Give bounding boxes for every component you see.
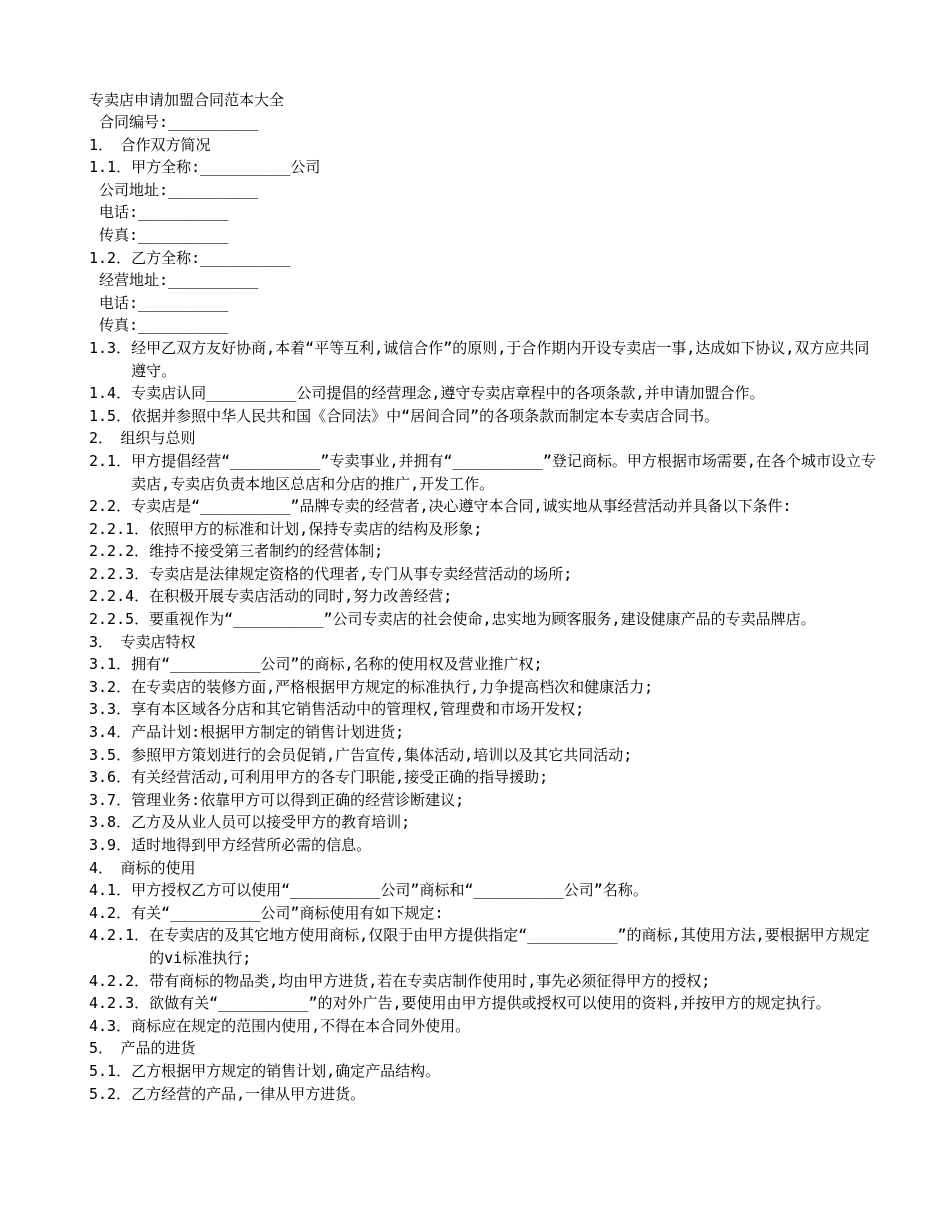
clause-number: 3.5． [89, 745, 132, 764]
clause-text: 乙方根据甲方规定的销售计划,确定产品结构。 [131, 1061, 441, 1080]
clause-number: 4.2.2． [89, 971, 150, 990]
contract-clause [89, 766, 879, 789]
contract-clause [89, 1037, 879, 1060]
contract-clause [89, 156, 879, 179]
contract-clause [89, 970, 879, 993]
clause-number: 2.2.1． [89, 519, 150, 538]
clause-number: 2.1． [89, 451, 132, 470]
clause-number: 1.2． [89, 248, 132, 267]
clause-text: 欲做有关“__________”的对外广告,要使用由甲方提供或授权可以使用的资料,并按甲方的规定执行。 [149, 994, 831, 1013]
clause-number: 3.4． [89, 723, 132, 742]
contract-clause [89, 269, 879, 292]
clause-number: 1.4． [89, 384, 132, 403]
contract-clause [89, 405, 879, 428]
contract-document [89, 89, 879, 1105]
clause-number: 2.2.4． [89, 587, 150, 606]
contract-clause [89, 1060, 879, 1083]
clause-text: 乙方及从业人员可以接受甲方的教育培训; [131, 813, 411, 832]
contract-clause [89, 450, 879, 495]
contract-clause [89, 1015, 879, 1038]
contract-clause [89, 224, 879, 247]
clause-text: 维持不接受第三者制约的经营体制; [149, 542, 384, 561]
field-line: 电话:__________ [99, 203, 229, 222]
clause-number: 2.2.2． [89, 542, 150, 561]
field-line: 公司地址:__________ [99, 180, 259, 199]
clause-text: 要重视作为“__________”公司专卖店的社会使命,忠实地为顾客服务,建设健康产品的专卖品牌店。 [149, 610, 816, 629]
clause-text: 甲方授权乙方可以使用“__________公司”商标和“__________公司”名称。 [131, 881, 648, 900]
clause-number: 3.3． [89, 700, 132, 719]
contract-clause [89, 247, 879, 270]
clause-text: 在专卖店的及其它地方使用商标,仅限于由甲方提供指定“__________”的商标,其使用方法,要根据甲方规定的vi标准执行; [149, 926, 870, 967]
contract-clause [89, 744, 879, 767]
clause-text: 商标应在规定的范围内使用,不得在本合同外使用。 [131, 1016, 471, 1035]
clause-text: 专卖店认同__________公司提倡的经营理念,遵守专卖店章程中的各项条款,并申请加盟合作。 [131, 384, 765, 403]
clause-number: 3.7． [89, 790, 132, 809]
document-title: 专卖店申请加盟合同范本大全 [89, 91, 285, 109]
contract-clause [89, 857, 879, 880]
clause-text: 乙方经营的产品,一律从甲方进货。 [131, 1084, 366, 1103]
clause-text: 乙方全称:__________ [131, 248, 291, 267]
contract-clause [89, 811, 879, 834]
contract-clause [89, 314, 879, 337]
clause-number: 4.3． [89, 1016, 132, 1035]
clause-number: 4.2.1． [89, 926, 150, 945]
clause-text: 产品计划:根据甲方制定的销售计划进货; [131, 723, 405, 742]
contract-clause [89, 631, 879, 654]
field-line: 传真:__________ [99, 316, 229, 335]
contract-clause [89, 992, 879, 1015]
clause-number: 4.1． [89, 881, 132, 900]
clause-number: 4.2.3． [89, 994, 150, 1013]
clause-number: 3.9． [89, 836, 132, 854]
contract-clause [89, 111, 879, 134]
clause-number: 2.2.3． [89, 564, 150, 583]
contract-clause [89, 924, 879, 969]
clause-text: 在专卖店的装修方面,严格根据甲方规定的标准执行,力争提高档次和健康活力; [131, 677, 654, 696]
contract-clause [89, 789, 879, 812]
contract-clause [89, 179, 879, 202]
clause-text: 商标的使用 [120, 858, 196, 877]
clause-text: 组织与总则 [120, 429, 196, 448]
contract-clause [89, 721, 879, 744]
clause-text: 专卖店特权 [120, 632, 196, 651]
clause-text: 适时地得到甲方经营所必需的信息。 [131, 836, 372, 854]
contract-clause [89, 540, 879, 563]
clause-number: 1.1． [89, 158, 132, 177]
clause-number: 3.2． [89, 677, 132, 696]
clause-number: 5.2． [89, 1084, 132, 1103]
contract-clause [89, 292, 879, 315]
contract-clause [89, 518, 879, 541]
contract-clause [89, 585, 879, 608]
clause-number: 5． [89, 1039, 121, 1058]
clause-number: 3． [89, 632, 121, 651]
clause-text: 拥有“__________公司”的商标,名称的使用权及营业推广权; [131, 655, 543, 674]
clause-text: 专卖店是“__________”品牌专卖的经营者,决心遵守本合同,诚实地从事经营活动并具备以下条件: [131, 497, 792, 516]
clause-text: 甲方提倡经营“__________”专卖事业,并拥有“__________”登记商标。甲方根据市场需要,在各个城市设立专卖店,专卖店负责本地区总店和分店的推广,开发工作。 [131, 451, 876, 493]
contract-clause [89, 608, 879, 631]
contract-clause [89, 563, 879, 586]
field-line: 传真:__________ [99, 225, 229, 244]
clause-number: 4． [89, 858, 121, 877]
clause-text: 有关经营活动,可利用甲方的各专门职能,接受正确的指导援助; [131, 768, 549, 787]
clause-text: 经甲乙双方友好协商,本着“平等互利,诚信合作”的原则,于合作期内开设专卖店一事,达成如下协议,双方应共同遵守。 [131, 338, 870, 380]
clause-text: 产品的进货 [120, 1039, 196, 1058]
clause-text: 专卖店是法律规定资格的代理者,专门从事专卖经营活动的场所; [149, 564, 573, 583]
field-line: 经营地址:__________ [99, 271, 259, 290]
clause-number: 1.3． [89, 338, 132, 357]
contract-clause [89, 201, 879, 224]
clause-number: 3.6． [89, 768, 132, 787]
contract-clause [89, 1083, 879, 1106]
contract-clause [89, 134, 879, 157]
clause-number: 2.2.5． [89, 610, 150, 629]
clause-number: 2.2． [89, 497, 132, 516]
contract-clause [89, 382, 879, 405]
clause-text: 带有商标的物品类,均由甲方进货,若在专卖店制作使用时,事先必须征得甲方的授权; [149, 971, 711, 990]
clause-text: 依照甲方的标准和计划,保持专卖店的结构及形象; [149, 519, 483, 538]
clause-text: 管理业务:依靠甲方可以得到正确的经营诊断建议; [131, 790, 465, 809]
contract-body [89, 111, 879, 1105]
contract-clause [89, 495, 879, 518]
clause-text: 参照甲方策划进行的会员促销,广告宣传,集体活动,培训以及其它共同活动; [131, 745, 633, 764]
clause-text: 依据并参照中华人民共和国《合同法》中“居间合同”的各项条款而制定本专卖店合同书。 [131, 406, 720, 425]
contract-clause [89, 698, 879, 721]
field-line: 电话:__________ [99, 293, 229, 312]
contract-clause [89, 337, 879, 382]
clause-text: 甲方全称:__________公司 [131, 158, 321, 177]
contract-clause [89, 676, 879, 699]
clause-text: 享有本区域各分店和其它销售活动中的管理权,管理费和市场开发权; [131, 700, 585, 719]
contract-clause [89, 902, 879, 925]
clause-number: 1.5． [89, 406, 132, 425]
clause-text: 合作双方简况 [120, 135, 211, 154]
clause-number: 3.8． [89, 813, 132, 832]
contract-clause [89, 653, 879, 676]
contract-clause [89, 879, 879, 902]
clause-number: 5.1． [89, 1061, 132, 1080]
clause-text: 有关“__________公司”商标使用有如下规定: [131, 903, 444, 922]
clause-number: 1． [89, 135, 121, 154]
field-line: 合同编号:__________ [99, 113, 259, 131]
contract-clause [89, 427, 879, 450]
contract-clause [89, 834, 879, 857]
clause-number: 4.2． [89, 903, 132, 922]
clause-number: 3.1． [89, 655, 132, 674]
clause-text: 在积极开展专卖店活动的同时,努力改善经营; [149, 587, 453, 606]
clause-number: 2． [89, 429, 121, 448]
